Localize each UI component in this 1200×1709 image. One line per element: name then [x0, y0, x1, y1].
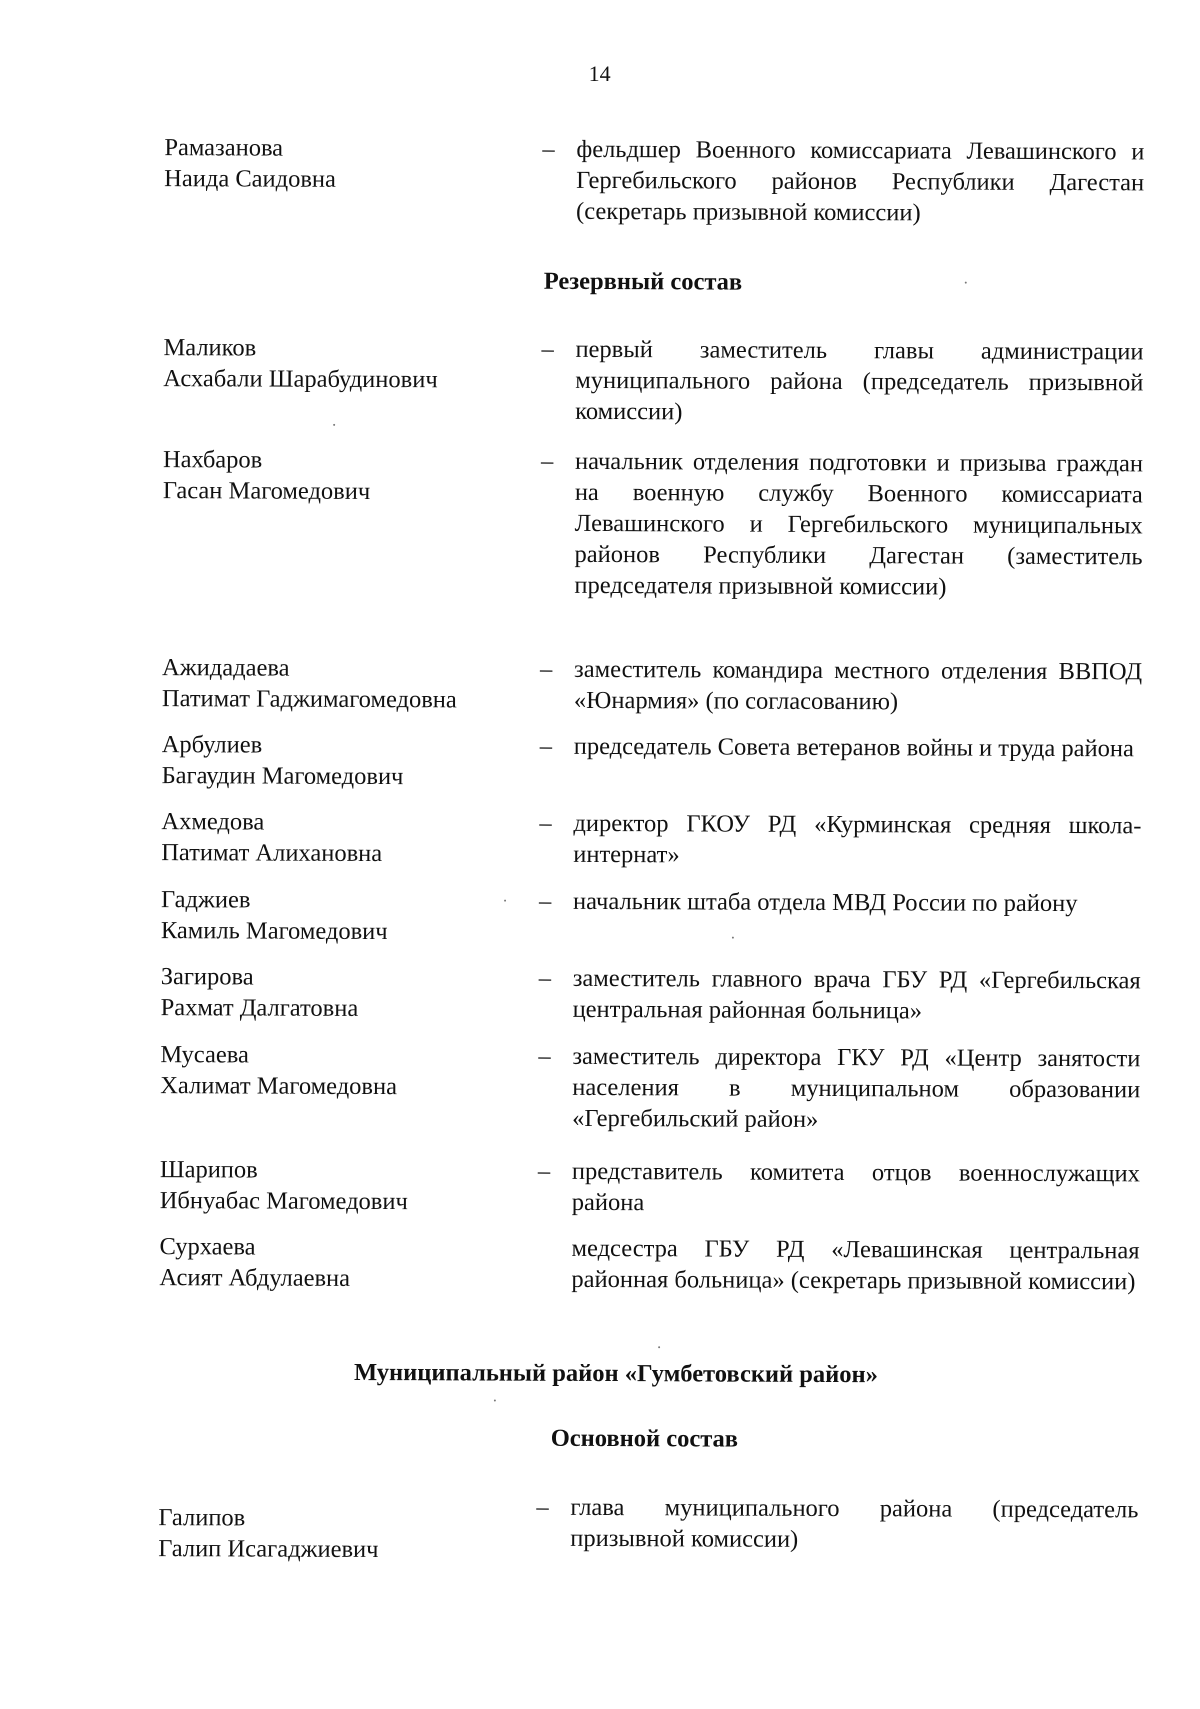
dash: –: [538, 964, 552, 992]
dash: –: [541, 335, 554, 363]
scan-speck: [504, 900, 506, 902]
member-given-name: Галип Исагаджиевич: [158, 1535, 379, 1564]
member-entry: [159, 1154, 1150, 1217]
member-entry: [159, 1231, 1150, 1296]
member-entry: [160, 884, 1151, 946]
member-name: [163, 444, 543, 508]
section-heading-reserve: Резервный состав: [543, 267, 743, 296]
member-given-name: Багаудин Магомедович: [161, 762, 404, 791]
dash: –: [537, 1157, 551, 1185]
member-role: глава муниципального района (председатель призывной комиссии): [570, 1493, 1139, 1553]
member-entry: [161, 652, 1152, 716]
member-surname: Галипов: [158, 1504, 246, 1532]
member-given-name: Ибнуабас Магомедович: [159, 1187, 408, 1216]
dash: –: [536, 1493, 549, 1521]
member-surname: Ахмедова: [161, 808, 265, 836]
scan-speck: [732, 937, 734, 939]
member-entry: [158, 1490, 1148, 1564]
member-given-name: Рахмат Далгатовна: [160, 994, 359, 1022]
member-name: [160, 1154, 540, 1218]
dash: –: [540, 655, 553, 683]
member-given-name: Асият Абдулаевна: [159, 1264, 351, 1292]
dash: –: [538, 1042, 551, 1070]
dash: –: [542, 135, 555, 163]
member-role: начальник отделения подготовки и призыва граждан на военную службу Военного комиссариата Левашинского и Гергебильского муниципальных районов Республики Дагестан (заместитель председателя призывной комиссии): [574, 447, 1144, 601]
scan-speck: [494, 1400, 496, 1402]
section-heading-main: Основной состав: [550, 1424, 739, 1453]
member-role: первый заместитель главы администрации муниципального района (председатель призывной комиссии): [575, 335, 1144, 426]
member-given-name: Гасан Магомедович: [162, 477, 371, 506]
member-entry: [162, 444, 1153, 601]
member-name: [161, 806, 541, 870]
dash: –: [539, 887, 552, 915]
member-role: медсестра ГБУ РД «Левашинская центральная районная больница» (секретарь призывной комиссии): [571, 1234, 1140, 1296]
member-surname: Гаджиев: [161, 886, 251, 914]
member-name: [160, 1039, 540, 1103]
page-number: 14: [588, 60, 611, 87]
member-role: директор ГКОУ РД «Курминская средняя школа-интернат»: [573, 809, 1142, 869]
dash: –: [539, 732, 553, 760]
member-name: [162, 652, 542, 716]
member-given-name: Асхабали Шарабудинович: [163, 365, 438, 394]
scan-speck: [333, 424, 335, 426]
member-given-name: Халимат Магомедовна: [160, 1072, 398, 1101]
member-surname: Маликов: [163, 334, 257, 362]
member-surname: Арбулиев: [161, 731, 263, 759]
member-name: [163, 332, 543, 396]
member-name: [158, 1502, 538, 1566]
member-role: председатель Совета ветеранов войны и труда района: [573, 732, 1134, 763]
dash: –: [540, 447, 554, 475]
member-entry: [163, 332, 1154, 426]
member-name: [159, 1231, 539, 1295]
member-given-name: Наида Саидовна: [164, 165, 337, 193]
member-given-name: Камиль Магомедович: [160, 917, 388, 946]
member-role: начальник штаба отдела МВД России по району: [573, 887, 1078, 918]
member-given-name: Патимат Гаджимагомедовна: [161, 685, 457, 714]
member-name: [162, 729, 542, 793]
scan-speck: [658, 1346, 660, 1348]
member-surname: Сурхаева: [159, 1233, 256, 1261]
member-entry: [161, 806, 1151, 869]
member-name: [161, 961, 541, 1025]
member-entry: [161, 729, 1152, 791]
member-role: заместитель директора ГКУ РД «Центр занятости населения в муниципальном образовании «Гергебильский район»: [572, 1042, 1141, 1133]
member-name: [164, 132, 544, 196]
member-surname: Шарипов: [159, 1156, 258, 1184]
member-surname: Рамазанова: [164, 134, 284, 162]
district-heading: Муниципальный район «Гумбетовский район»: [353, 1358, 879, 1389]
member-role: представитель комитета отцов военнослужащих района: [571, 1157, 1140, 1217]
member-role: заместитель командира местного отделения ВВПОД «Юнармия» (по согласованию): [573, 655, 1143, 716]
member-entry: [160, 1039, 1150, 1133]
scan-speck: [965, 282, 967, 284]
member-surname: Нахбаров: [162, 446, 263, 474]
member-name: [161, 884, 541, 948]
member-surname: Загирова: [160, 963, 254, 991]
member-entry: [160, 961, 1151, 1025]
member-role: фельдшер Военного комиссариата Левашинского и Гергебильского районов Республики Дагестан (секретарь призывной комиссии): [576, 135, 1145, 227]
member-entry: [164, 132, 1154, 227]
member-surname: Ажидадаева: [162, 654, 290, 682]
member-given-name: Патимат Алихановна: [161, 839, 383, 868]
dash: –: [539, 809, 552, 837]
member-surname: Мусаева: [160, 1041, 249, 1069]
member-role: заместитель главного врача ГБУ РД «Гергебильская центральная районная больница»: [572, 964, 1141, 1025]
